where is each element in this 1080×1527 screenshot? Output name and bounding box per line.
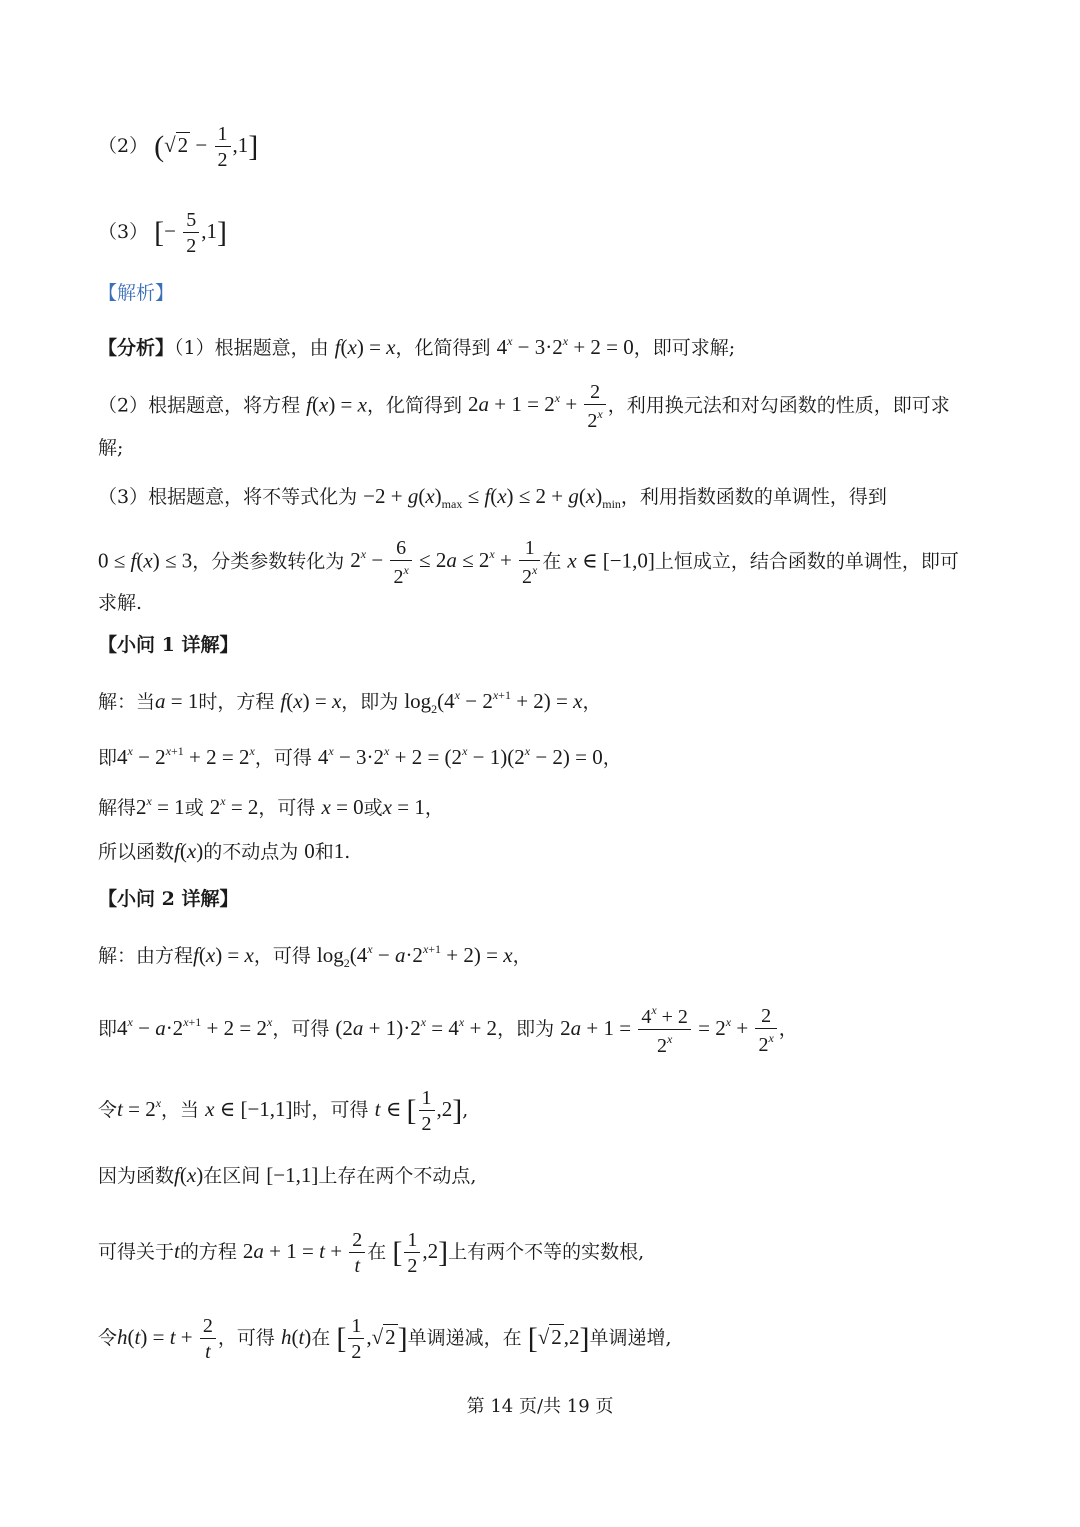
q2-line6: 令h(t) = t + $\frac{2}{t}$ ，可得 h(t)在 [ $\frac{1}{2}$ ,√2]单调递减，在 [√2,2]单调递增, (98, 1315, 672, 1363)
q2-line1: 解：由方程f(x) = x，可得 $\log_2(4^x - a\cdot 2^{x+1} + 2) = x$， (98, 942, 532, 970)
q1-line4: 所以函数f(x)的不动点为 0和1. (98, 839, 351, 863)
analysis-p1: 【分析】（1）根据题意，由 f(x) = x，化简得到 $4^x - 3\cdot 2^x + 2 = 0$，即可求解; (98, 334, 736, 359)
answer-2: （2） (√2 − $\frac{1}{2}$ ,1] (98, 123, 259, 171)
q2-heading: 【小问 2 详解】 (98, 888, 239, 910)
analysis-p2: （2）根据题意，将方程 f(x) = x，化简得到 $2a + 1 = 2^x$ + $\frac{2}{2^x}$ ，利用换元法和对勾函数的性质，即可求 (98, 381, 950, 432)
answer-3-interval: [− $\frac{5}{2}$ ,1] (154, 209, 227, 257)
q2-line4: 因为函数f(x)在区间 [−1,1]上存在两个不动点, (98, 1163, 477, 1187)
answer-2-interval: (√2 − $\frac{1}{2}$ ,1] (154, 123, 259, 171)
analysis-p2-cont: 解; (98, 437, 124, 459)
q2-line3: 令$t = 2^x$，当 x ∈ [−1,1]时，可得 t ∈ [ $\frac{1}{2}$ ,2], (98, 1087, 469, 1136)
q1-line1: 解：当a = 1时，方程 f(x) = x，即为 $\log_2(4^x - 2^{x+1} + 2) = x$， (98, 688, 602, 716)
analysis-p3-cont: 0 ≤ f(x) ≤ 3，分类参数转化为 $2^x$ − $\frac{6}{2^x}$ ≤ $2a \le 2^x$ + $\frac{1}{2^x}$ 在 x ∈ [−1,0]上恒成立，结合函数的单调性，即可 (98, 537, 959, 588)
page-footer: 第 14 页/共 19 页 (466, 1396, 614, 1417)
q1-line3: 解得$2^x = 1$或 $2^x = 2$，可得 x = 0或x = 1， (98, 794, 444, 819)
analysis-p3-end: 求解. (98, 592, 143, 614)
analysis-p3: （3）根据题意，将不等式化为 $-2 + g(x)_{max} \le f(x) \le 2 + g(x)_{min}$，利用指数函数的单调性，得到 (98, 484, 887, 511)
q2-line5: 可得关于t的方程 2a + 1 = t + $\frac{2}{t}$ 在 [ $\frac{1}{2}$ ,2]上有两个不等的实数根, (98, 1229, 645, 1277)
analysis-heading: 【解析】 (98, 282, 175, 304)
q1-line2: 即$4^x - 2^{x+1} + 2 = 2^x$，可得 $4^x - 3\cdot 2^x + 2 = (2^x - 1)(2^x - 2) = 0$， (98, 744, 622, 769)
q1-heading: 【小问 1 详解】 (98, 634, 239, 656)
q2-line2: 即$4^x - a\cdot 2^{x+1} + 2 = 2^x$，可得 $(2a + 1)\cdot 2^x = 4^x + 2$，即为 2a + 1 = $\frac{4^x + 2}{2^x}$ = $2^x$ + $\frac{2}{2^x}$ ， (98, 1003, 798, 1057)
answer-3: （3） [− $\frac{5}{2}$ ,1] (98, 209, 227, 257)
